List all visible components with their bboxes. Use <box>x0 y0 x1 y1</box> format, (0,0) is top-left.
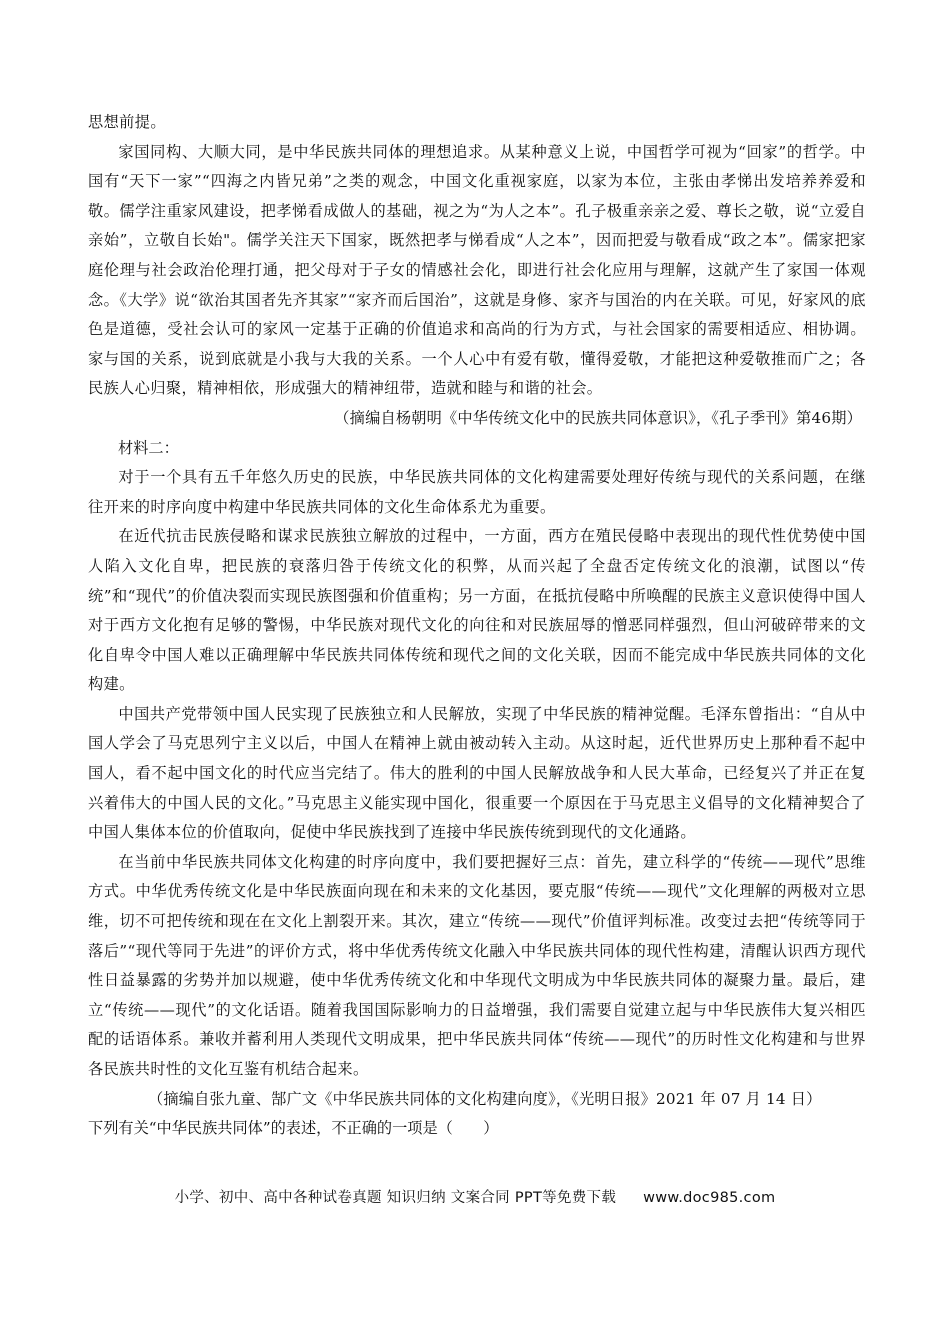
footer-url[interactable]: www.doc985.com <box>643 1190 776 1206</box>
paragraph-5: 在当前中华民族共同体文化构建的时序向度中，我们要把握好三点：首先，建立科学的“传统——现代”思维方式。中华优秀传统文化是中华民族面向现在和未来的文化基因，要克服“传统——现代”文化理解的两极对立思维，切不可把传统和现在在文化上割裂开来。其次，建立“传统——现代”价值评判标准。改变过去把“传统等同于落后”“现代等同于先进”的评价方式，将中华优秀传统文化融入中华民族共同体的现代性构建，清醒认识西方现代性日益暴露的劣势并加以规避，使中华优秀传统文化和中华现代文明成为中华民族共同体的凝聚力量。最后，建立“传统——现代”的文化话语。随着我国国际影响力的日益增强，我们需要自觉建立起与中华民族伟大复兴相匹配的话语体系。兼收并蓄利用人类现代文明成果，把中华民族共同体“传统——现代”的历时性文化构建和与世界各民族共时性的文化互鉴有机结合起来。 <box>88 852 866 1078</box>
paragraph-0: 思想前提。 <box>88 113 166 131</box>
citation-1: （摘编自杨朝明《中华传统文化中的民族共同体意识》，《孔子季刊》第46期） <box>334 408 862 427</box>
paragraph-1: 家国同构、大顺大同，是中华民族共同体的理想追求。从某种意义上说，中国哲学可视为“回家”的哲学。中国有“天下一家”“四海之内皆兄弟”之类的观念，中国文化重视家庭，以家为本位，主张由孝悌出发培养养爱和敬。儒学注重家风建设，把孝悌看成做人的基础，视之为“为人之本”。孔子极重亲亲之爱、尊长之敬，说“立爱自亲始”，立敬自长始"。儒学关注天下国家，既然把孝与悌看成“人之本”，因而把爱与敬看成“政之本”。儒家把家庭伦理与社会政治伦理打通，把父母对于子女的情感社会化，即进行社会化应用与理解，这就产生了家国一体观念。《大学》说“欲治其国者先齐其家”“家齐而后国治”，这就是身修、家齐与国治的内在关联。可见，好家风的底色是道德，受社会认可的家风一定基于正确的价值追求和高尚的行为方式，与社会国家的需要相适应、相协调。家与国的关系，说到底就是小我与大我的关系。一个人心中有爱有敬，懂得爱敬，才能把这种爱敬推而广之；各民族人心归聚，精神相依，形成强大的精神纽带，造就和睦与和谐的社会。 <box>88 142 866 398</box>
material-2-label: 材料二： <box>118 438 179 457</box>
citation-2: （摘编自张九童、郜广文《中华民族共同体的文化构建向度》，《光明日报》2021 年 07 月 14 日） <box>148 1089 822 1108</box>
paragraph-2: 对于一个具有五千年悠久历史的民族，中华民族共同体的文化构建需要处理好传统与现代的关系问题，在继往开来的时序向度中构建中华民族共同体的文化生命体系尤为重要。 <box>88 468 866 516</box>
page-footer <box>0 1186 950 1207</box>
footer-text: 小学、初中、高中各种试卷真题 知识归纳 文案合同 PPT等免费下载 <box>174 1190 617 1206</box>
paragraph-4: 中国共产党带领中国人民实现了民族独立和人民解放，实现了中华民族的精神觉醒。毛泽东曾指出：“自从中国人学会了马克思列宁主义以后，中国人在精神上就由被动转入主动。从这时起，近代世界历史上那种看不起中国人，看不起中国文化的时代应当完结了。伟大的胜利的中国人民解放战争和人民大革命，已经复兴了并正在复兴着伟大的中国人民的文化。”马克思主义能实现中国化，很重要一个原因在于马克思主义倡导的文化精神契合了中国人集体本位的价值取向，促使中华民族找到了连接中华民族传统到现代的文化通路。 <box>88 704 866 842</box>
question-stem: 下列有关“中华民族共同体”的表述，不正确的一项是（ ） <box>88 1119 499 1138</box>
paragraph-3: 在近代抗击民族侵略和谋求民族独立解放的过程中，一方面，西方在殖民侵略中表现出的现代性优势使中国人陷入文化自卑，把民族的衰落归咎于传统文化的积弊，从而兴起了全盘否定传统文化的浪潮，试图以“传统”和“现代”的价值决裂而实现民族图强和价值重构；另一方面，在抵抗侵略中所唤醒的民族主义意识使得中国人对于西方文化抱有足够的警惕，中华民族对现代文化的向往和对民族屈辱的憎恶同样强烈，但山河破碎带来的文化自卑令中国人难以正确理解中华民族共同体传统和现代之间的文化关联，因而不能完成中华民族共同体的文化构建。 <box>88 527 866 694</box>
document-body <box>88 108 866 1144</box>
